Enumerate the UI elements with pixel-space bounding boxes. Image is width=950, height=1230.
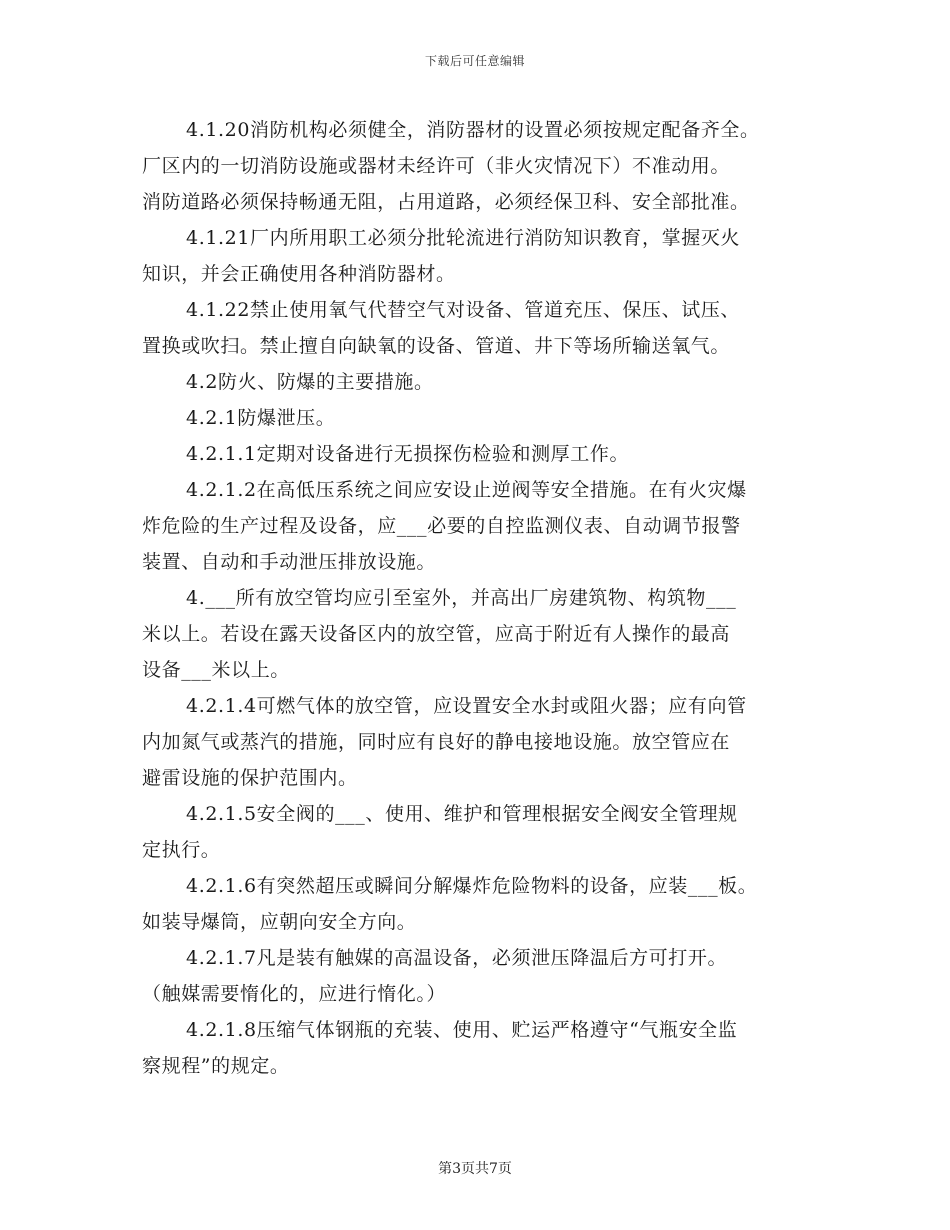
text-line: 定执行。 bbox=[142, 839, 221, 861]
page-footer: 第3页共7页 bbox=[438, 1161, 512, 1177]
text-line: 察规程”的规定。 bbox=[142, 1055, 290, 1077]
text-line: 知识，并会正确使用各种消防器材。 bbox=[142, 263, 456, 285]
text-line: 设备___米以上。 bbox=[142, 659, 290, 681]
text-line: 4.2.1.1定期对设备进行无损探伤检验和测厚工作。 bbox=[186, 443, 630, 465]
text-line: 4.2防火、防爆的主要措施。 bbox=[186, 371, 434, 393]
text-line: 米以上。若设在露天设备区内的放空管，应高于附近有人操作的最高 bbox=[142, 623, 731, 645]
text-line: 炸危险的生产过程及设备，应___必要的自控监测仪表、自动调节报警 bbox=[142, 515, 741, 537]
text-line: 4.1.20消防机构必须健全，消防器材的设置必须按规定配备齐全。 bbox=[186, 119, 760, 141]
text-line: 4.2.1.8压缩气体钢瓶的充装、使用、贮运严格遵守“气瓶安全监 bbox=[186, 1019, 738, 1041]
document-body bbox=[142, 112, 822, 1084]
text-line: 4.1.22禁止使用氧气代替空气对设备、管道充压、保压、试压、 bbox=[186, 299, 741, 321]
text-line: 4.2.1.4可燃气体的放空管，应设置安全水封或阻火器；应有向管 bbox=[186, 695, 747, 717]
text-line: 厂区内的一切消防设施或器材未经许可（非火灾情况下）不准动用。 bbox=[142, 155, 731, 177]
text-line: 消防道路必须保持畅通无阻，占用道路，必须经保卫科、安全部批准。 bbox=[142, 191, 750, 213]
text-line: （触媒需要惰化的，应进行惰化。） bbox=[142, 983, 447, 1005]
text-line: 如装导爆筒，应朝向安全方向。 bbox=[142, 911, 417, 933]
text-line: 4.2.1.2在高低压系统之间应安设止逆阀等安全措施。在有火灾爆 bbox=[186, 479, 747, 501]
text-line: 装置、自动和手动泄压排放设施。 bbox=[142, 551, 437, 573]
text-line: 避雷设施的保护范围内。 bbox=[142, 767, 358, 789]
text-line: 内加氮气或蒸汽的措施，同时应有良好的静电接地设施。放空管应在 bbox=[142, 731, 731, 753]
text-line: 4.2.1防爆泄压。 bbox=[186, 407, 336, 429]
text-line: 4.2.1.7凡是装有触媒的高温设备，必须泄压降温后方可打开。 bbox=[186, 947, 728, 969]
text-line: 4.___所有放空管均应引至室外，并高出厂房建筑物、构筑物___ bbox=[186, 587, 737, 609]
text-line: 4.1.21厂内所用职工必须分批轮流进行消防知识教育，掌握灭火 bbox=[186, 227, 741, 249]
text-line: 4.2.1.5安全阀的___、使用、维护和管理根据安全阀安全管理规 bbox=[186, 803, 738, 825]
text-line: 置换或吹扫。禁止擅自向缺氧的设备、管道、井下等场所输送氧气。 bbox=[142, 335, 731, 357]
text-line: 4.2.1.6有突然超压或瞬间分解爆炸危险物料的设备，应装___板。 bbox=[186, 875, 758, 897]
page-header: 下载后可任意编辑 bbox=[424, 54, 525, 68]
